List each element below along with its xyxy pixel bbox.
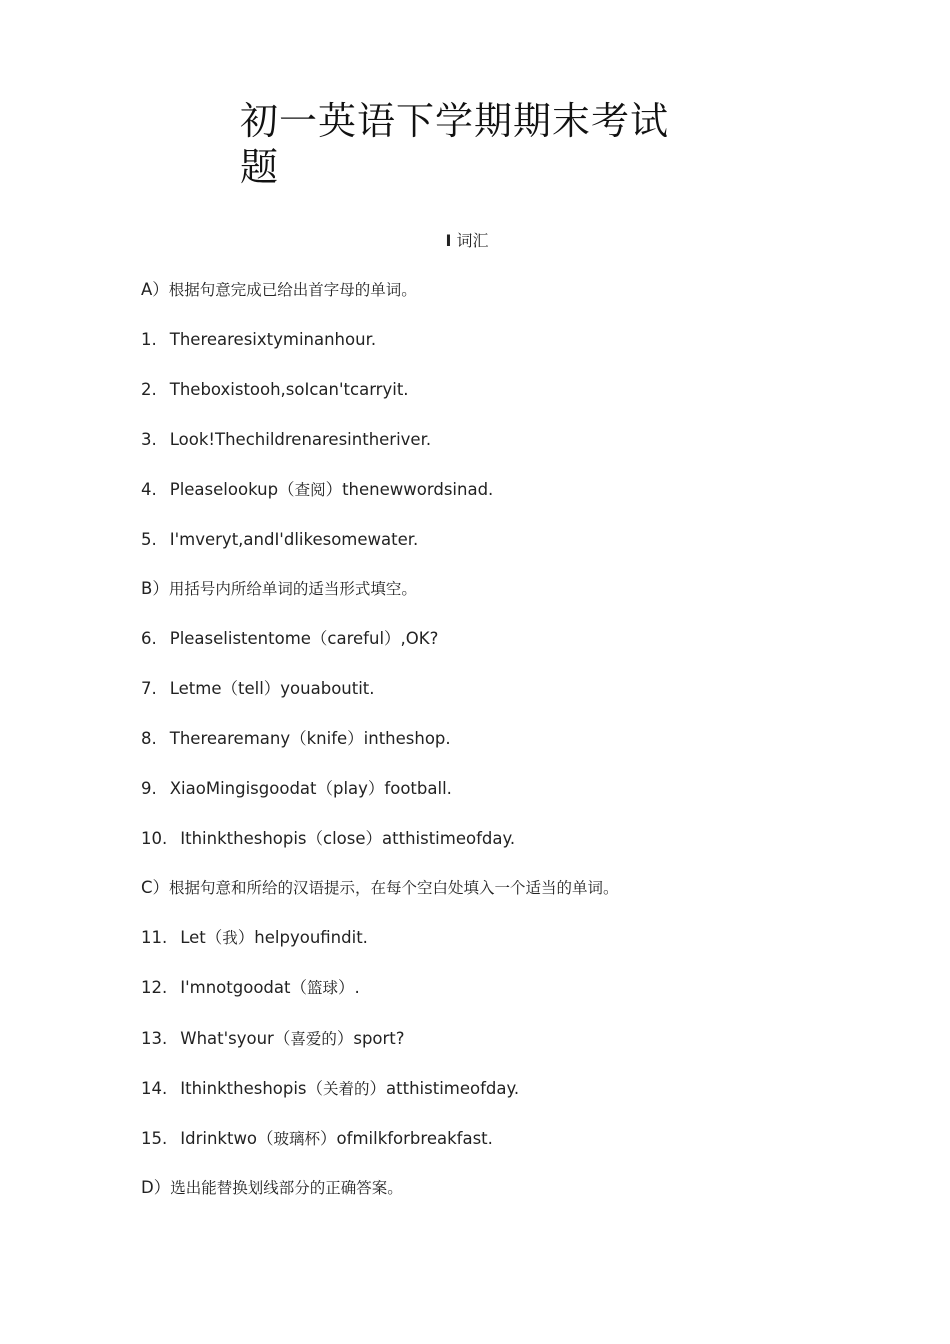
- question-number: 13.: [141, 1029, 168, 1048]
- instruction-text: 选出能替换划线部分的正确答案。: [170, 1179, 403, 1197]
- question-text: I'mveryt,andI'dlikesomewater.: [169, 530, 419, 549]
- question-text-before: Idrinktwo（: [180, 1129, 274, 1148]
- question-text-after: ）helpyoufindit.: [237, 928, 368, 947]
- question-item: [141, 328, 376, 352]
- document-title: 初一英语下学期期末考试题: [240, 99, 670, 189]
- question-text: Therearesixtyminanhour.: [169, 330, 377, 349]
- question-item: [141, 1027, 405, 1051]
- question-text-after: ）thenewwordsinad.: [325, 480, 494, 499]
- question-item: [141, 677, 375, 701]
- part-b-instruction: [141, 577, 417, 601]
- question-number: 6.: [141, 629, 157, 648]
- question-text-before: Let（: [180, 928, 223, 947]
- question-item: [141, 976, 360, 1000]
- question-item: [141, 827, 515, 851]
- question-text: Therearemany（knife）intheshop.: [169, 729, 451, 748]
- section-heading-text: 词汇: [456, 231, 489, 250]
- part-label: C）: [141, 878, 170, 897]
- instruction-text: 用括号内所给单词的适当形式填空。: [168, 580, 417, 598]
- part-d-instruction: [141, 1176, 403, 1200]
- section-roman-numeral: I: [445, 231, 452, 250]
- part-a-instruction: [141, 278, 417, 302]
- question-item: [141, 627, 438, 651]
- question-text: XiaoMingisgoodat（play）football.: [169, 779, 452, 798]
- question-item: [141, 478, 493, 502]
- question-number: 7.: [141, 679, 157, 698]
- question-number: 12.: [141, 978, 168, 997]
- part-label: D）: [141, 1178, 171, 1197]
- question-number: 5.: [141, 530, 157, 549]
- chinese-hint: 我: [222, 929, 238, 947]
- question-number: 9.: [141, 779, 157, 798]
- question-text-after: ）ofmilkforbreakfast.: [320, 1129, 493, 1148]
- question-number: 3.: [141, 430, 157, 449]
- section-heading: [0, 229, 934, 253]
- question-item: [141, 378, 409, 402]
- chinese-hint: 篮球: [306, 979, 338, 997]
- question-text: Pleaselistentome（careful）,OK?: [169, 629, 439, 648]
- part-label: A）: [141, 280, 169, 299]
- question-number: 14.: [141, 1079, 168, 1098]
- instruction-text: 根据句意完成已给出首字母的单词。: [168, 281, 417, 299]
- part-c-instruction: [141, 876, 619, 900]
- chinese-hint: 关着的: [323, 1080, 370, 1098]
- question-text-before: What'syour（: [180, 1029, 291, 1048]
- question-text-before: I'mnotgoodat（: [180, 978, 307, 997]
- question-item: [141, 926, 368, 950]
- question-number: 8.: [141, 729, 157, 748]
- question-item: [141, 528, 418, 552]
- question-text: Letme（tell）youaboutit.: [169, 679, 375, 698]
- question-item: [141, 428, 431, 452]
- question-text-after: ）atthistimeofday.: [369, 1079, 520, 1098]
- question-item: [141, 1127, 493, 1151]
- question-text: Theboxistooh,soIcan'tcarryit.: [169, 380, 409, 399]
- instruction-text: 根据句意和所给的汉语提示，在每个空白处填入一个适当的单词。: [169, 879, 619, 897]
- question-item: [141, 777, 452, 801]
- chinese-hint: 玻璃杯: [273, 1130, 321, 1148]
- question-text-after: ）.: [337, 978, 360, 997]
- question-text: Ithinktheshopis（close）atthistimeofday.: [180, 829, 516, 848]
- question-item: [141, 1077, 519, 1101]
- chinese-hint: 喜爱的: [290, 1030, 337, 1048]
- question-item: [141, 727, 451, 751]
- question-text: Look!Thechildrenaresintheriver.: [169, 430, 432, 449]
- question-text-before: Ithinktheshopis（: [180, 1079, 324, 1098]
- question-number: 10.: [141, 829, 168, 848]
- chinese-hint: 查阅: [294, 481, 326, 499]
- question-text-after: ）sport?: [336, 1029, 405, 1048]
- question-number: 1.: [141, 330, 157, 349]
- question-number: 15.: [141, 1129, 168, 1148]
- question-number: 11.: [141, 928, 168, 947]
- part-label: B）: [141, 579, 169, 598]
- question-number: 2.: [141, 380, 157, 399]
- question-number: 4.: [141, 480, 157, 499]
- question-text-before: Pleaselookup（: [169, 480, 295, 499]
